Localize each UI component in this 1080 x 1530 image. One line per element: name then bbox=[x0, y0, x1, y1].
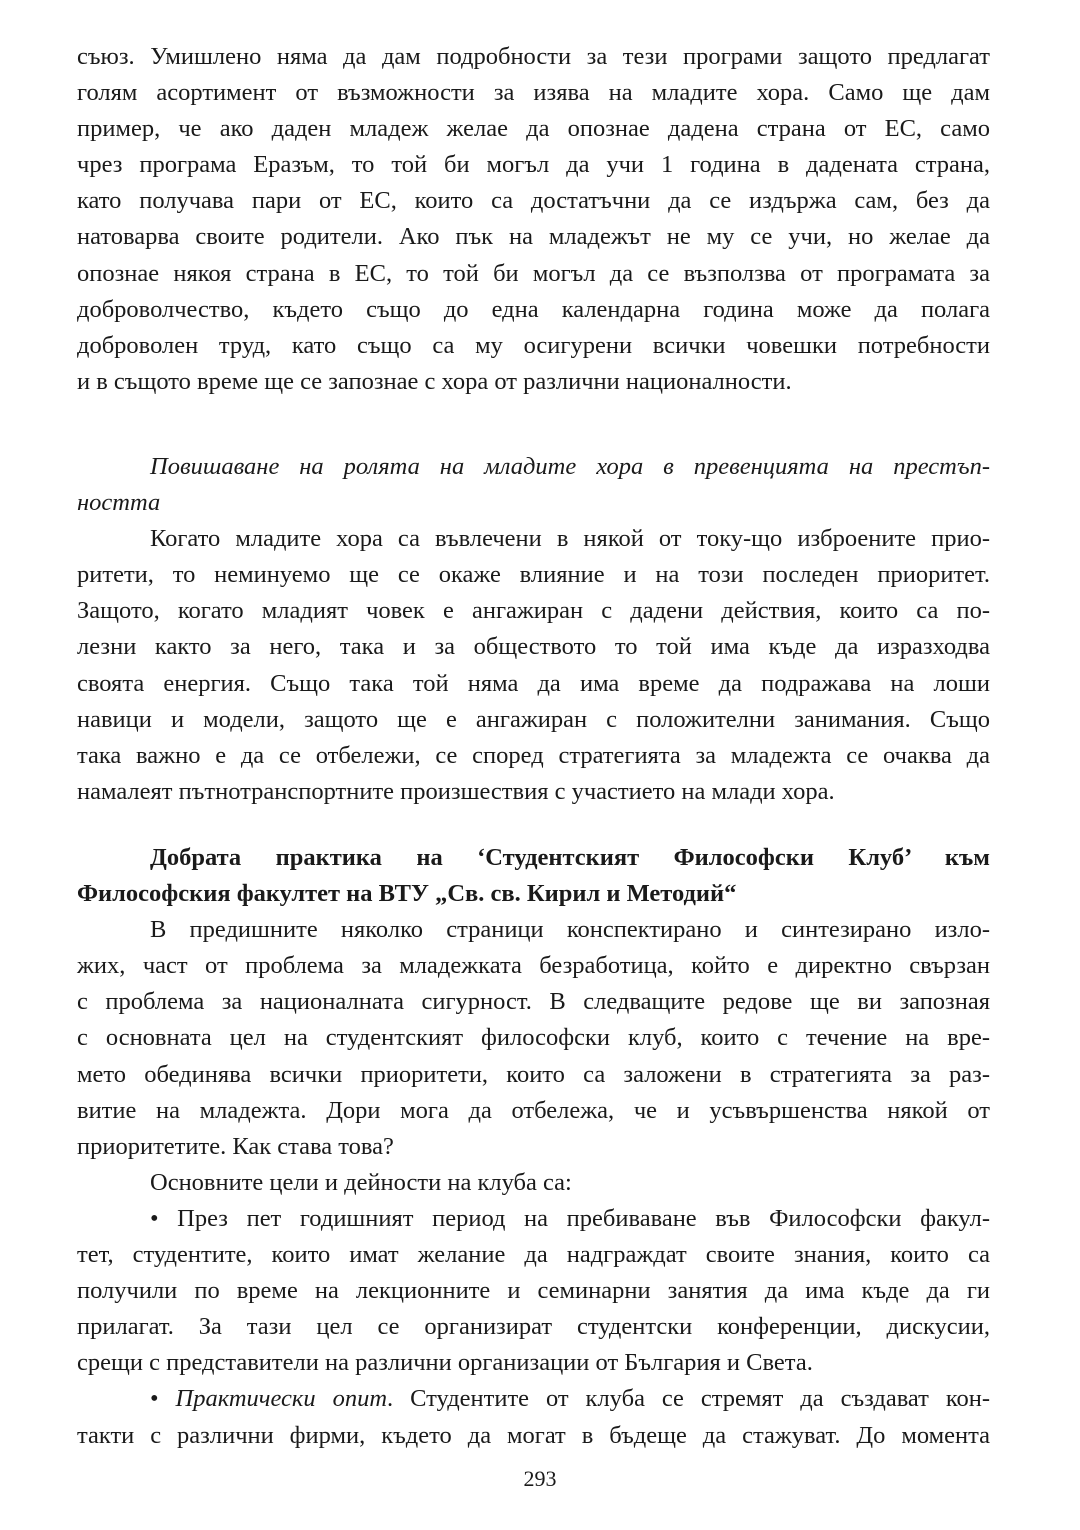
text-line: Повишаване на ролята на младите хора в превенцията на престъп- bbox=[150, 453, 990, 480]
paragraph bbox=[77, 1165, 990, 1201]
text-line: натоварва своите родители. Ако пък на младежът не му се учи, но желае да bbox=[77, 223, 990, 251]
paragraph bbox=[77, 39, 990, 400]
text-line: като получава пари от ЕС, които са достатъчни да се издържа сам, без да bbox=[77, 187, 990, 215]
text-line: ритети, то неминуемо ще се окаже влияние и на този последен приоритет. bbox=[77, 561, 990, 589]
text-line: прилагат. За тази цел се организират студентски конференции, дискусии, bbox=[77, 1313, 990, 1341]
text-line: доброволчество, където също до една календарна година може да полага bbox=[77, 295, 990, 323]
text-line: витие на младежта. Дори мога да отбележа, че и усъвършенства някой от bbox=[77, 1096, 990, 1124]
italic-heading bbox=[77, 449, 990, 521]
paragraph bbox=[77, 1201, 990, 1381]
text-block-erasmus bbox=[77, 39, 990, 400]
text-line: пример, че ако даден младеж желае да опознае дадена страна от ЕС, само bbox=[77, 115, 990, 143]
text-line: мето обединява всички приоритети, които са заложени в стратегията за раз- bbox=[77, 1060, 990, 1088]
text-line: Добрата практика на ‘Студентският Философски Клуб’ към bbox=[150, 844, 990, 871]
text-line: срещи с представители на различни организации от България и Света. bbox=[77, 1349, 813, 1377]
text-line: получили по време на лекционните и семинарни занятия да има къде да ги bbox=[77, 1277, 990, 1305]
text-line: опознае някоя страна в ЕС, то той би могъл да се възползва от програмата за bbox=[77, 259, 990, 287]
text-line: така важно е да се отбележи, се според стратегията за младежта се очаква да bbox=[77, 741, 990, 769]
text-line: намалеят пътнотранспортните произшествия с участието на млади хора. bbox=[77, 777, 835, 805]
page-number: 293 bbox=[523, 1466, 557, 1491]
paragraph bbox=[77, 1381, 990, 1453]
bold-heading bbox=[77, 840, 990, 912]
text-line: съюз. Умишлено няма да дам подробности за тези програми защото предлагат bbox=[77, 43, 990, 70]
text-line: Основните цели и дейности на клуба са: bbox=[150, 1168, 572, 1196]
text-line: В предишните няколко страници конспектирано и синтезирано изло- bbox=[150, 916, 990, 944]
text-line: ността bbox=[77, 489, 161, 517]
italic-term: Практически опит bbox=[175, 1385, 388, 1413]
text-line: такти с различни фирми, където да могат в бъдеще да стажуват. До момента bbox=[77, 1421, 990, 1449]
paragraph bbox=[77, 521, 990, 810]
text-line: Философския факултет на ВТУ „Св. св. Кирил и Методий“ bbox=[77, 880, 737, 908]
text-segment: . Студентите от клуба се стремят да създават кон- bbox=[387, 1385, 991, 1413]
text-line: Защото, когато младият човек е ангажиран с дадени действия, които са по- bbox=[77, 597, 990, 625]
section-philosophy-club bbox=[77, 840, 990, 1454]
text-line: жих, част от проблема за младежката безработица, който е директно свързан bbox=[77, 952, 990, 980]
text-line: тет, студентите, които имат желание да надграждат своите знания, които са bbox=[77, 1241, 990, 1269]
text-line: голям асортимент от възможности за изява на младите хора. Само ще дам bbox=[77, 79, 990, 107]
text-line: приоритетите. Как става това? bbox=[77, 1132, 394, 1160]
text-line: и в същото време ще се запознае с хора от различни националности. bbox=[77, 367, 792, 395]
text-line: • През пет годишният период на пребиваване във Философски факул- bbox=[150, 1204, 990, 1232]
text-line: Когато младите хора са въвлечени в някой от току-що изброените прио- bbox=[150, 525, 990, 553]
text-line: лезни както за него, така и за обществото то той има къде да изразходва bbox=[77, 633, 990, 661]
text-line bbox=[77, 1381, 990, 1417]
paragraph bbox=[77, 912, 990, 1165]
text-segment: • bbox=[150, 1385, 176, 1413]
text-line: своята енергия. Също така той няма да има време да подражава на лоши bbox=[77, 669, 990, 697]
text-line: с основната цел на студентският философски клуб, които с течение на вре- bbox=[77, 1024, 990, 1052]
text-line: навици и модели, защото ще е ангажиран с положителни занимания. Също bbox=[77, 705, 990, 733]
text-line: доброволен труд, като също са му осигурени всички човешки потребности bbox=[77, 331, 990, 359]
text-line: с проблема за националната сигурност. В следващите редове ще ви запозная bbox=[77, 988, 990, 1016]
text-line: чрез програма Еразъм, то той би могъл да учи 1 година в дадената страна, bbox=[77, 151, 990, 179]
section-crime-prevention bbox=[77, 449, 990, 810]
